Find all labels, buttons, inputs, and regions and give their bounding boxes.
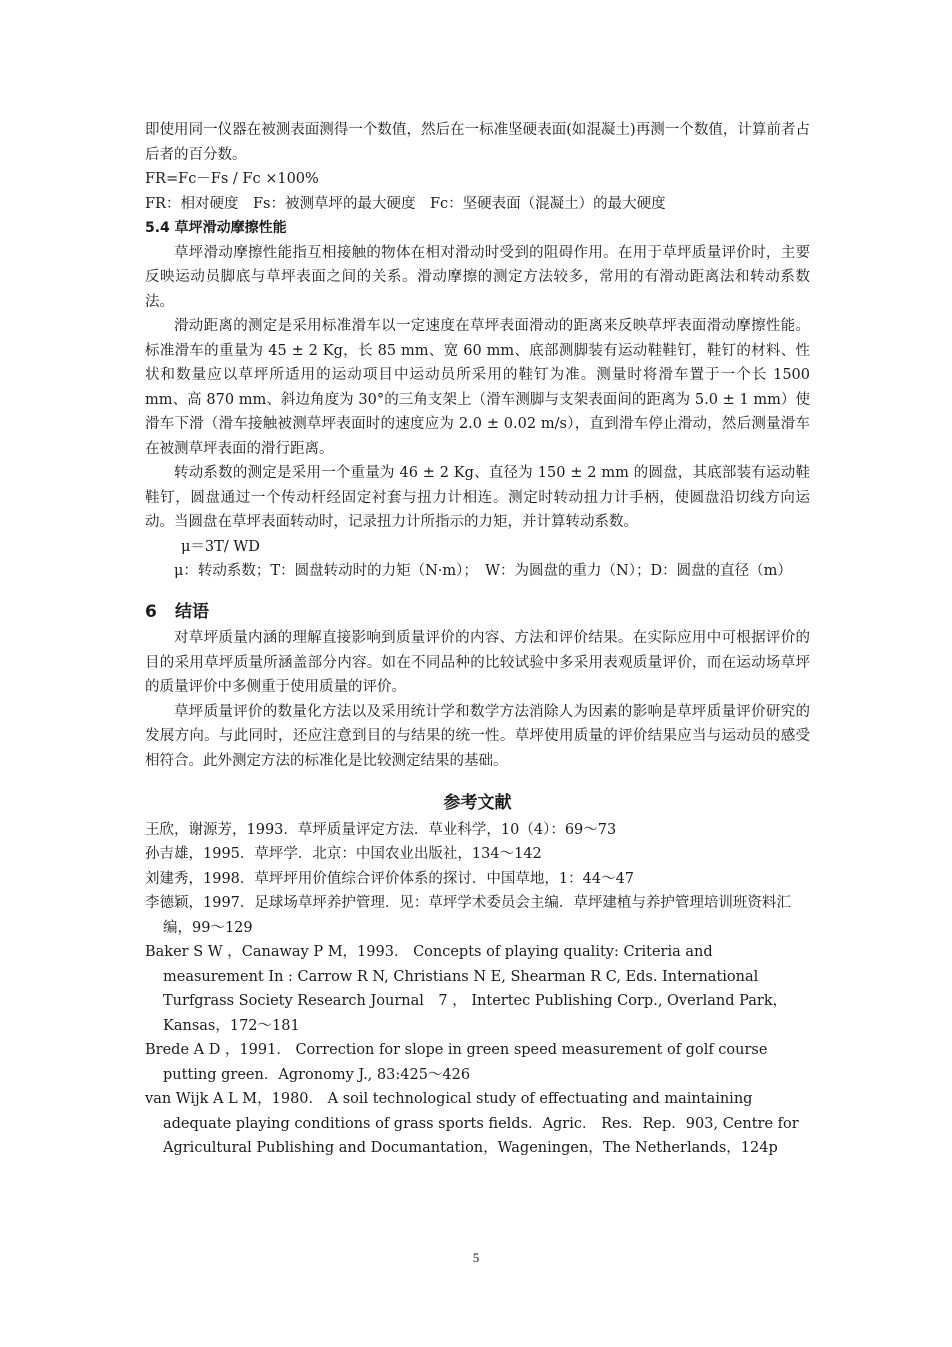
section-6-title: 结语 [175, 601, 209, 622]
document-page [145, 118, 810, 1161]
mu-definition: μ：转动系数；T：圆盘转动时的力矩（N·m）； W：为圆盘的重力（N）；D：圆盘的直径（m） [174, 563, 792, 579]
reference-item: 孙吉雄，1995．草坪学．北京：中国农业出版社，134～142 [145, 846, 542, 862]
fr-formula: FR=Fc－Fs / Fc ×100% [145, 171, 319, 187]
intro-paragraph: 即使用同一仪器在被测表面测得一个数值，然后在一标准坚硬表面(如混凝土)再测一个数值，计算前者占后者的百分数。 [145, 122, 810, 163]
section-6-paragraph-1: 对草坪质量内涵的理解直接影响到质量评价的内容、方法和评价结果。在实际应用中可根据评价的目的采用草坪质量所涵盖部分内容。如在不同品种的比较试验中多采用表观质量评价，而在运动场草坪的质量评价中多侧重于使用质量的评价。 [145, 630, 810, 695]
section-6-number: 6 [145, 601, 157, 622]
reference-item: van Wijk A L M，1980． A soil technological study of effectuating and maintaining adequate playing conditions of grass sports fields．Agric． Res．Rep．903, Centre for Agricultural Publishing and Documantation，Wageningen，The Netherlands，124p [145, 1091, 799, 1156]
fr-definition: FR：相对硬度 Fs：被测草坪的最大硬度 Fc：坚硬表面（混凝土）的最大硬度 [145, 195, 666, 212]
section-5-4-paragraph-3: 转动系数的测定是采用一个重量为 46 ± 2 Kg、直径为 150 ± 2 mm 的圆盘，其底部装有运动鞋鞋钉，圆盘通过一个传动杆经固定衬套与扭力计相连。测定时转动扭力计手柄，使圆盘沿切线方向运动。当圆盘在草坪表面转动时，记录扭力计所指示的力矩，并计算转动系数。 [145, 465, 810, 530]
reference-item: Baker S W ，Canaway P M，1993． Concepts of playing quality: Criteria and measurement In : Carrow R N, Christians N E, Shearman R C, Eds. International Turfgrass Society Research Journal 7 ， Intertec Publishing Corp., Overland Park，Kansas，172～181 [145, 944, 788, 1034]
reference-item: Brede A D ，1991． Correction for slope in green speed measurement of golf course putting green．Agronomy J., 83:425～426 [145, 1042, 768, 1083]
section-6-heading [145, 600, 810, 625]
reference-item: 刘建秀，1998．草坪坪用价值综合评价体系的探讨．中国草地，1：44～47 [145, 870, 635, 887]
page-number: 5 [472, 1250, 480, 1265]
references-heading: 参考文献 [443, 793, 512, 813]
reference-item: 李德颖，1997．足球场草坪养护管理．见：草坪学术委员会主编．草坪建植与养护管理培训班资料汇编，99～129 [145, 895, 791, 936]
reference-item: 王欣，谢源芳，1993．草坪质量评定方法．草业科学，10（4）：69～73 [145, 821, 617, 838]
section-5-4-heading: 5.4 草坪滑动摩擦性能 [145, 220, 287, 236]
mu-formula: μ＝3T/ WD [181, 538, 260, 555]
section-5-4-paragraph-1: 草坪滑动摩擦性能指互相接触的物体在相对滑动时受到的阻碍作用。在用于草坪质量评价时，主要反映运动员脚底与草坪表面之间的关系。滑动摩擦的测定方法较多，常用的有滑动距离法和转动系数法。 [145, 244, 810, 310]
section-5-4-paragraph-2: 滑动距离的测定是采用标准滑车以一定速度在草坪表面滑动的距离来反映草坪表面滑动摩擦性能。标准滑车的重量为 45 ± 2 Kg，长 85 mm、宽 60 mm、底部测脚装有运动鞋鞋钉，鞋钉的材料、性状和数量应以草坪所适用的运动项目中运动员所采用的鞋钉为准。测量时将滑车置于一个长 1500 mm、高 870 mm、斜边角度为 30°的三角支架上（滑车测脚与支架表面间的距离为 5.0 ± 1 mm）使滑车下滑（滑车接触被测草坪表面时的速度应为 2.0 ± 0.02 m/s），直到滑车停止滑动，然后测量滑车在被测草坪表面的滑行距离。 [145, 318, 810, 457]
section-6-paragraph-2: 草坪质量评价的数量化方法以及采用统计学和数学方法消除人为因素的影响是草坪质量评价研究的发展方向。与此同时，还应注意到目的与结果的统一性。草坪使用质量的评价结果应当与运动员的感受相符合。此外测定方法的标准化是比较测定结果的基础。 [145, 703, 810, 769]
